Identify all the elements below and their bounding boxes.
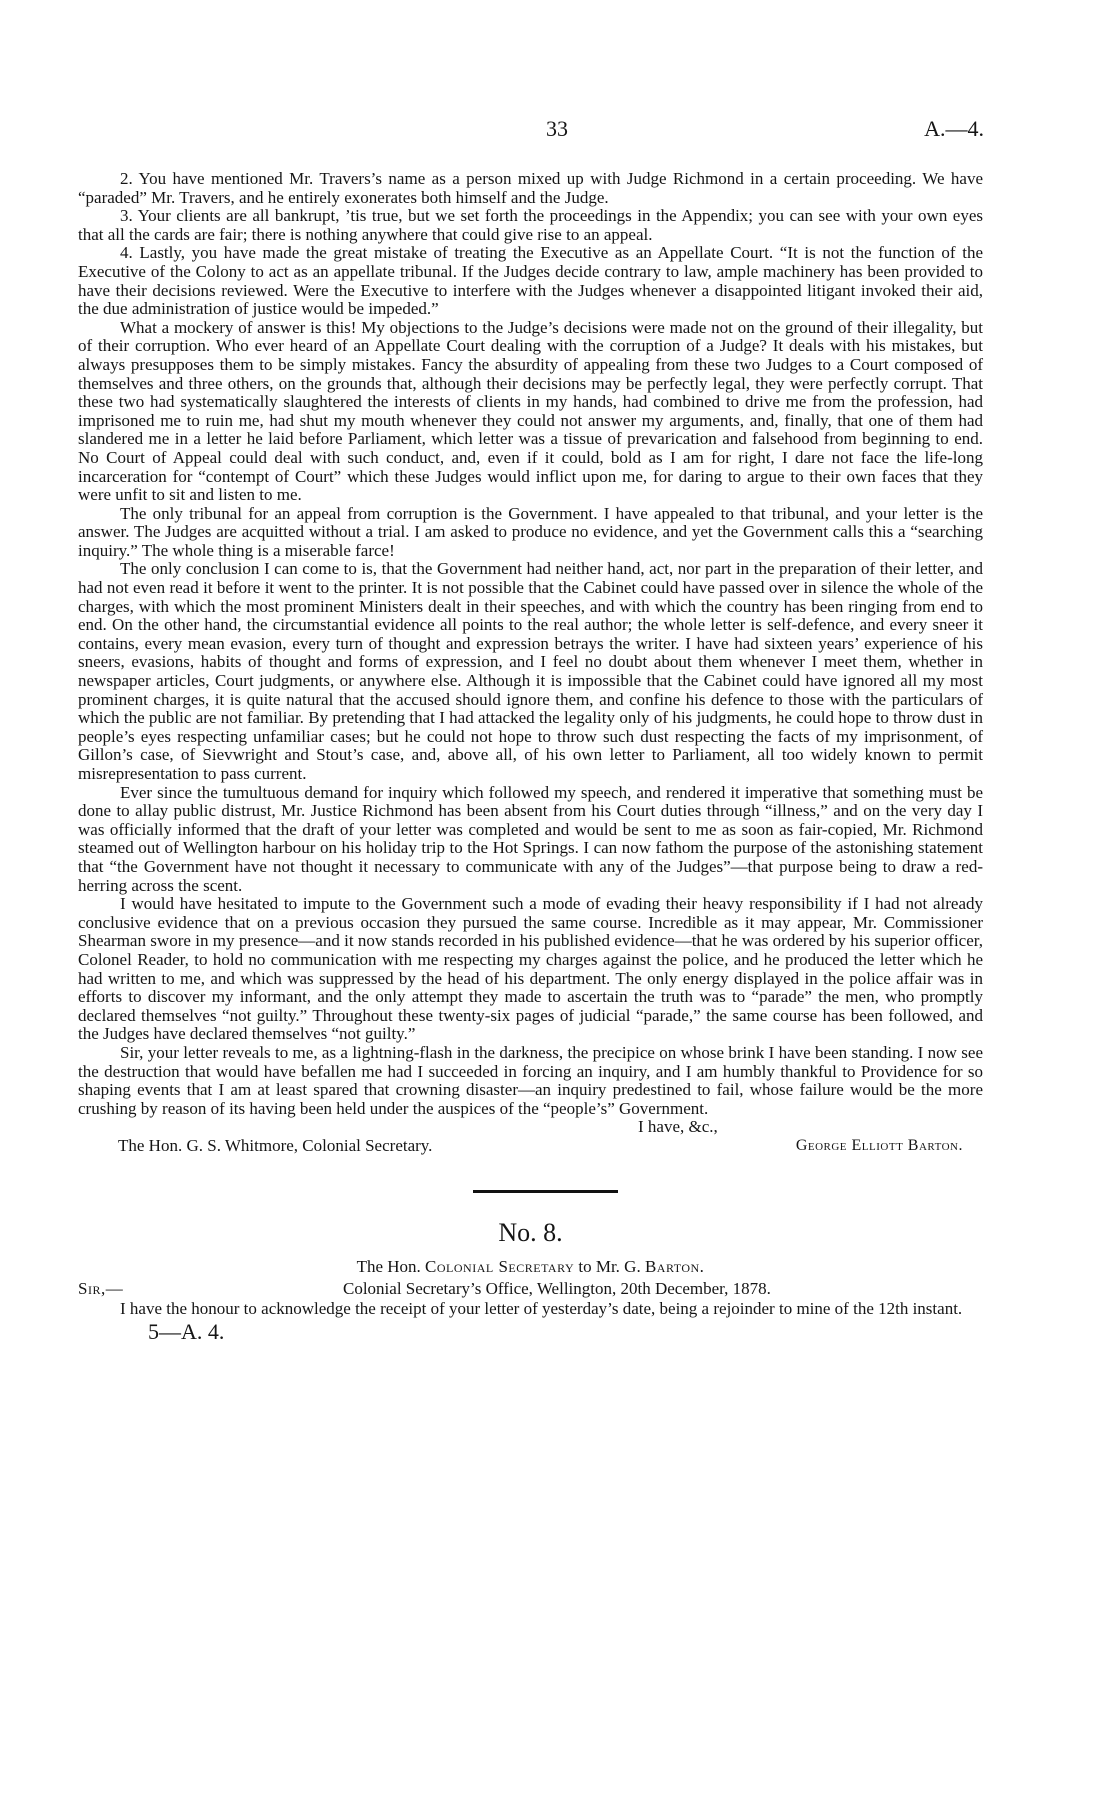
- paragraph-4: 4. Lastly, you have made the great mistake of treating the Executive as an Appellate Court. “It is not the function of the Executive of the Colony to act as an appellate tribunal. If the Judges decide contrary to law, ample machinery has been provided to have their decisions reviewed. Were the Executive to interfere with the Judges whenever a disappointed litigant invoked their aid, the due administration of justice would be impeded.”: [78, 243, 983, 319]
- salutation: Sir,—: [78, 1279, 124, 1299]
- paragraph-3: 3. Your clients are all bankrupt, ’tis true, but we set forth the proceedings in the Appendix; you can see with your own eyes that all the cards are fair; there is nothing anywhere that could give rise to an appeal.: [78, 206, 983, 244]
- signature-block: [78, 1118, 983, 1156]
- paragraph-mockery: What a mockery of answer is this! My objections to the Judge’s decisions were made not on the ground of their illegality, but of their corruption. Who ever heard of an Appellate Court dealing with the corruption of a Judge? It deals with his mistakes, but always presupposes them to be simply mistakes. Fancy the absurdity of appealing from these two Judges to a Court composed of themselves and three others, on the grounds that, although their decisions may be perfectly legal, they were perfectly corrupt. That these two had systematically slaughtered the interests of clients in my hands, had combined to drive me from the profession, had imprisoned me to ruin me, had shut my mouth whenever they could not answer my arguments, and, finally, that one of them had slandered me in a letter he laid before Parliament, which letter was a tissue of prevarication and falsehood from beginning to end. No Court of Appeal could deal with such conduct, and, even if it could, bold as I am for right, I dare not face the life-long incarceration for “contempt of Court” which these Judges would inflict upon me, for daring to argue to their own faces that they were unfit to sit and listen to me.: [78, 317, 983, 505]
- letter-number: No. 8.: [498, 1218, 563, 1248]
- letter-8-body: I have the honour to acknowledge the receipt of your letter of yesterday’s date, being a rejoinder to mine of the 12th instant.: [120, 1299, 963, 1319]
- signatory-name: George Elliott Barton.: [795, 1137, 963, 1155]
- paragraph-hesitated: I would have hesitated to impute to the Government such a mode of evading their heavy responsibility if I had not already conclusive evidence that on a previous occasion they pursued the same course. Incredible as it may appear, Mr. Commissioner Shearman swore in my presence—and it now stands recorded in his published evidence—that he was ordered by his superior officer, Colonel Reader, to hold no communication with me respecting my charges against the police, and he produced the letter which he had written to me, and which was suppressed by the head of his department. The only energy displayed in the police affair was in efforts to discover my informant, and the only attempt they made to ascertain the truth was to “parade” the men, who promptly declared themselves “not guilty.” Throughout these twenty-six pages of judicial “parade,” the same course has been followed, and the Judges have declared themselves “not guilty.”: [78, 894, 983, 1044]
- document-reference: A.—4.: [924, 116, 984, 141]
- address-line: [78, 1280, 983, 1300]
- document-body: [78, 169, 983, 1344]
- section-divider: [78, 1156, 983, 1218]
- closing-line: I have, &c.,: [638, 1117, 718, 1137]
- page-number: 33: [546, 116, 568, 141]
- heading-to: to Mr. G.: [578, 1257, 641, 1277]
- addressee-line: The Hon. G. S. Whitmore, Colonial Secretary.: [118, 1136, 433, 1156]
- office-address: Colonial Secretary’s Office, Wellington, 20th December, 1878.: [343, 1279, 771, 1299]
- paragraph-conclusion: The only conclusion I can come to is, that the Government had neither hand, act, nor part in the preparation of their letter, and had not even read it before it went to the printer. It is not possible that the Cabinet could have passed over in silence the whole of the charges, with which the most prominent Ministers dealt in their speeches, and with which the country has been ringing from end to end. On the other hand, the circumstantial evidence all points to the real author; the whole letter is self-defence, and every sneer it contains, every mean evasion, every turn of thought and expression betrays the writer. I have had sixteen years’ experience of his sneers, evasions, habits of thought and forms of expression, and I feel no doubt about them whenever I meet them, whether in newspaper articles, Court judgments, or anywhere else. Although it is impossible that the Cabinet could have ignored all my most prominent charges, it is quite natural that the accused should ignore them, and confine his defence to those with the particulars of which the public are not familiar. By pretending that I had attacked the legality only of his judgments, he could hope to throw dust in people’s eyes respecting unfamiliar cases; but he could not hope to throw such dust respecting the facts of my imprisonment, of Gillon’s case, of Sievwright and Stout’s case, and, above all, of his own letter to Parliament, all too widely known to permit misrepresentation to pass current.: [78, 559, 983, 783]
- letter-heading: [78, 1258, 983, 1280]
- heading-name: Barton.: [644, 1257, 705, 1277]
- paragraph-ever-since: Ever since the tumultuous demand for inquiry which followed my speech, and rendered it imperative that something must be done to allay public distrust, Mr. Justice Richmond has been absent from his Court duties through “illness,” and on the very day I was officially informed that the draft of your letter was completed and would be sent to me as soon as fair-copied, Mr. Richmond steamed out of Wellington harbour on his holiday trip to the Hot Springs. I can now fathom the purpose of the astonishing statement that “the Government have not thought it necessary to communicate with any of the Judges”—that purpose being to draw a red-herring across the scent.: [78, 782, 983, 895]
- folio-mark: 5—A. 4.: [148, 1318, 225, 1344]
- heading-role: Colonial Secretary: [425, 1257, 575, 1277]
- divider-rule: [473, 1190, 618, 1193]
- paragraph-2: 2. You have mentioned Mr. Travers’s name as a person mixed up with Judge Richmond in a certain proceeding. We have “paraded” Mr. Travers, and he entirely exonerates both himself and the Judge.: [78, 169, 983, 207]
- paragraph-lightning: Sir, your letter reveals to me, as a lightning-flash in the darkness, the precipice on whose brink I have been standing. I now see the destruction that would have befallen me had I succeeded in forcing an inquiry, and I am humbly thankful to Providence for so shaping events that I am at least spared that crowning disaster—an inquiry predestined to fail, whose failure would be the more crushing by reason of its having been held under the auspices of the “people’s” Government.: [78, 1042, 983, 1118]
- page-header: [0, 116, 1114, 146]
- paragraph-tribunal: The only tribunal for an appeal from corruption is the Government. I have appealed to that tribunal, and your letter is the answer. The Judges are acquitted without a trial. I am asked to produce no evidence, and yet the Government calls this a “searching inquiry.” The whole thing is a miserable farce!: [78, 503, 983, 560]
- heading-from: The Hon.: [356, 1257, 421, 1277]
